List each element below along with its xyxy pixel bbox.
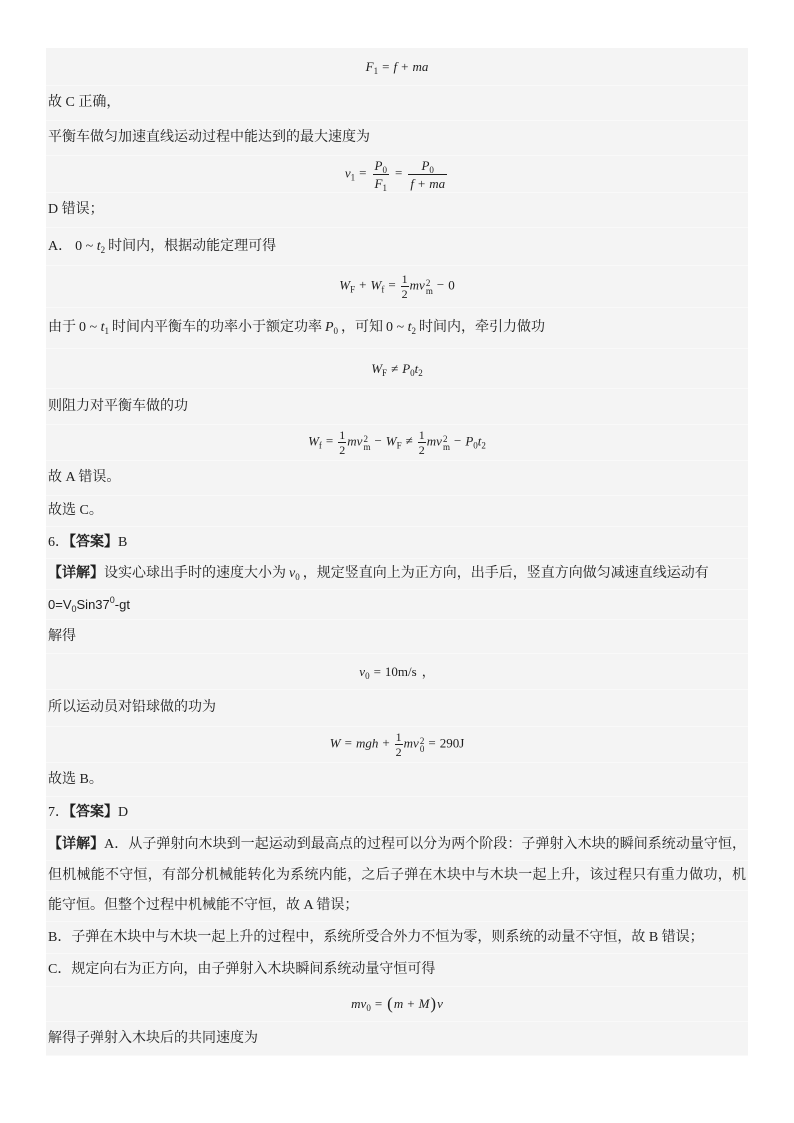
fraction-denominator — [408, 175, 447, 191]
equation-part: -gt — [114, 596, 130, 612]
text-line — [48, 237, 276, 257]
fraction-numerator — [373, 158, 389, 175]
formula-initial-speed — [359, 664, 434, 680]
math-symbol: t — [407, 320, 412, 335]
math-operator: + — [401, 58, 409, 74]
math-operator: = — [373, 663, 381, 679]
math-symbol: P — [324, 320, 334, 335]
inline-math — [79, 320, 109, 335]
math-subscript: f — [381, 284, 385, 295]
math-range: 0 ~ — [79, 320, 101, 335]
fraction-numerator: 1 — [401, 272, 408, 286]
row-a-wrong — [46, 461, 748, 496]
math-subscript: F — [382, 367, 388, 378]
answer-label: 【答案】 — [69, 534, 118, 550]
math-operator: ≠ — [391, 360, 399, 376]
math-symbol: v — [289, 566, 296, 581]
math-value: 290J — [439, 735, 465, 751]
body-text: 设实心球出手时的速度大小为 — [104, 566, 286, 581]
math-symbol: t — [100, 320, 105, 335]
body-text: 但机械能不守恒，有部分机械能转化为系统内能，之后子弹在木块中与木块一起上升，该过程只有重力做功，机 — [48, 867, 746, 883]
math-operator: = — [388, 277, 396, 293]
math-fraction — [395, 731, 403, 758]
math-subscript: m — [363, 442, 371, 453]
row-power-note — [46, 308, 748, 349]
math-symbol: mv — [347, 433, 363, 449]
body-text: ，可知 — [341, 320, 384, 335]
row-q6-work-intro — [46, 690, 748, 727]
math-fraction — [401, 273, 409, 300]
row-formula-momentum — [46, 987, 748, 1022]
math-fraction — [338, 429, 346, 456]
math-symbol: P — [402, 360, 411, 376]
math-subscript: 1 — [350, 171, 356, 182]
math-symbol: f + ma — [410, 175, 446, 191]
math-subscript: 1 — [382, 182, 387, 193]
inline-math — [289, 566, 300, 581]
math-subscript: 2 — [411, 326, 416, 336]
math-fraction — [373, 158, 389, 191]
body-text: D 错误； — [48, 202, 104, 217]
math-subscript: 0 — [382, 164, 387, 175]
body-text: C．规定向右为正方向，由子弹射入木块瞬间系统动量守恒可得 — [48, 962, 436, 977]
math-operator: + — [407, 996, 415, 1011]
math-symbol: f — [393, 58, 398, 74]
math-superscript: 2 — [442, 434, 448, 445]
body-text: 所以运动员对铅球做的功为 — [48, 700, 216, 715]
math-symbol: W — [329, 735, 341, 751]
math-operator: = — [344, 735, 352, 751]
math-symbol: F — [374, 175, 383, 191]
equation-part: 0=V — [48, 596, 72, 612]
row-q7-detail-1 — [46, 830, 748, 861]
text-line — [48, 803, 128, 823]
math-subscript: F — [350, 284, 356, 295]
math-paren: ( — [387, 994, 393, 1013]
math-subscript: 2 — [481, 440, 486, 451]
answer-value: B — [118, 534, 128, 550]
math-subscript: 0 — [365, 670, 370, 681]
math-number: 0 — [448, 277, 455, 293]
math-subscript: F — [396, 440, 402, 451]
body-text: 故 C 正确， — [48, 95, 121, 110]
math-value: 10m/s — [384, 663, 417, 679]
math-operator: ≠ — [405, 433, 413, 449]
formula-athlete-work — [330, 731, 465, 758]
math-fraction — [418, 429, 426, 456]
row-q6-detail — [46, 559, 748, 590]
row-formula-traction-force — [46, 48, 748, 86]
math-symbol: mgh — [355, 735, 379, 751]
math-superscript: 2 — [425, 278, 431, 289]
math-supsub — [426, 279, 433, 295]
answer-label: 【答案】 — [69, 805, 118, 820]
math-symbol: v — [437, 996, 443, 1011]
math-symbol: t — [477, 433, 482, 449]
row-formula-athlete-work — [46, 727, 748, 763]
detail-label: 【详解】 — [48, 566, 104, 581]
math-subscript: 0 — [333, 326, 339, 336]
math-symbol: mv — [351, 996, 367, 1011]
math-subscript: 0 — [366, 1003, 371, 1013]
math-symbol: W — [385, 433, 397, 449]
fraction-numerator: 1 — [418, 428, 425, 442]
row-formula-initial-speed — [46, 654, 748, 690]
text-line — [48, 835, 746, 855]
math-superscript: 2 — [419, 736, 425, 747]
formula-momentum — [351, 996, 443, 1012]
question-number: 7． — [48, 805, 69, 820]
math-operator: + — [359, 277, 367, 293]
math-subscript: 0 — [71, 603, 77, 614]
math-paren: ) — [430, 994, 437, 1013]
fraction-denominator: 2 — [339, 443, 346, 457]
body-text: ，规定竖直向上为正方向，出手后，竖直方向做匀减速直线运动有 — [302, 566, 709, 581]
math-range: 0 ~ — [75, 238, 97, 254]
body-text: 能守恒。但整个过程中机械能不守恒，故 A 错误； — [48, 898, 359, 913]
row-formula-resistance-work — [46, 425, 748, 461]
math-symbol: P — [465, 433, 474, 449]
row-formula-energy-theorem — [46, 266, 748, 308]
math-subscript: 2 — [100, 244, 106, 255]
math-symbol: W — [308, 433, 319, 449]
body-text: 由于 — [48, 320, 76, 335]
math-subscript: 0 — [419, 744, 425, 755]
math-symbol: v — [344, 164, 351, 180]
row-q7-common-speed-intro — [46, 1022, 748, 1056]
row-formula-max-speed — [46, 156, 748, 193]
formula-traction-force — [366, 59, 429, 75]
math-symbol: t — [96, 238, 101, 254]
inline-math — [75, 239, 105, 254]
text-line — [48, 318, 545, 338]
math-symbol: W — [339, 277, 351, 293]
math-symbol: mv — [403, 735, 419, 751]
math-operator: + — [382, 735, 390, 751]
option-label: A． — [48, 238, 73, 254]
math-subscript: 0 — [410, 367, 415, 378]
math-operator: − — [453, 433, 462, 449]
math-symbol: mv — [426, 433, 442, 449]
math-superscript: 0 — [109, 594, 115, 605]
plain-equation — [48, 595, 130, 615]
row-c-correct — [46, 86, 748, 121]
body-text: 时间内平衡车的功率小于额定功率 — [111, 320, 322, 335]
math-subscript: 1 — [373, 65, 379, 76]
math-subscript: 0 — [429, 164, 434, 175]
row-q7-detail-2 — [46, 861, 748, 891]
math-subscript: 0 — [473, 440, 478, 451]
punctuation: ， — [421, 663, 435, 679]
fraction-denominator — [373, 175, 389, 191]
row-q6-answer — [46, 527, 748, 559]
body-text: 解得 — [48, 628, 76, 644]
math-operator: = — [382, 58, 390, 74]
math-operator: = — [394, 164, 403, 180]
math-symbol: P — [421, 157, 430, 173]
fraction-denominator: 2 — [418, 443, 425, 457]
math-symbol: mv — [409, 277, 425, 293]
row-choose-b — [46, 763, 748, 797]
formula-resistance-work — [308, 429, 486, 456]
math-symbol: W — [371, 360, 383, 376]
question-number: 6． — [48, 534, 69, 550]
fraction-denominator: 2 — [395, 745, 402, 759]
math-operator: − — [374, 433, 382, 449]
body-text: 时间内，牵引力做功 — [419, 320, 545, 335]
row-a-intro — [46, 228, 748, 266]
math-superscript: 2 — [363, 434, 368, 445]
body-text: 解得子弹射入木块后的共同速度为 — [48, 1030, 258, 1046]
row-q6-solve — [46, 620, 748, 654]
math-symbol: t — [414, 360, 419, 376]
row-q7-detail-3 — [46, 891, 748, 922]
row-choose-c — [46, 496, 748, 527]
body-text: B．子弹在木块中与木块一起上升的过程中，系统所受合外力不恒为零，则系统的动量不守恒，故 B 错误； — [48, 929, 704, 945]
body-text: 时间内，根据动能定理可得 — [108, 238, 277, 254]
math-operator: = — [428, 735, 436, 751]
math-subscript: m — [442, 442, 450, 453]
math-symbol: ma — [412, 58, 429, 74]
body-text: A．从子弹射向木块到一起运动到最高点的过程可以分为两个阶段：子弹射入木块的瞬间系统动量守恒， — [104, 837, 746, 852]
body-text: 则阻力对平衡车做的功 — [48, 398, 188, 414]
row-resistance-work-intro — [46, 389, 748, 425]
math-supsub — [420, 737, 425, 753]
fraction-denominator: 2 — [401, 287, 408, 301]
body-text: 平衡车做匀加速直线运动过程中能达到的最大速度为 — [48, 130, 370, 145]
math-subscript: 1 — [104, 326, 109, 336]
equation-part: Sin37 — [76, 596, 110, 612]
text-line — [48, 564, 709, 584]
math-operator: = — [325, 433, 334, 449]
row-d-wrong — [46, 193, 748, 228]
inline-math — [325, 320, 338, 335]
row-q7-answer — [46, 797, 748, 830]
formula-energy-theorem — [339, 273, 454, 300]
math-operator: = — [359, 164, 367, 180]
row-formula-traction-work — [46, 349, 748, 389]
text-line — [48, 533, 127, 553]
math-symbol: P — [374, 157, 383, 173]
math-subscript: m — [425, 286, 433, 297]
fraction-numerator: 1 — [395, 730, 402, 744]
math-subscript: 0 — [295, 572, 300, 582]
formula-max-speed — [345, 158, 449, 191]
solution-panel — [46, 48, 748, 1056]
math-symbol: m — [393, 996, 404, 1011]
math-symbol: M — [418, 996, 430, 1011]
math-subscript: f — [318, 440, 322, 451]
row-q7-option-c — [46, 954, 748, 987]
math-supsub — [443, 435, 450, 451]
math-range: 0 ~ — [386, 320, 408, 335]
row-q6-equation — [46, 590, 748, 620]
row-max-speed-intro — [46, 121, 748, 156]
math-symbol: v — [359, 663, 366, 679]
math-symbol: F — [365, 58, 374, 74]
body-text: 故选 C。 — [48, 503, 103, 518]
math-supsub — [363, 435, 370, 451]
math-fraction — [408, 158, 447, 191]
fraction-numerator — [408, 158, 447, 175]
inline-math — [386, 320, 416, 335]
math-subscript: 2 — [418, 367, 423, 378]
answer-value: D — [118, 805, 129, 820]
detail-label: 【详解】 — [48, 837, 105, 852]
row-q7-option-b — [46, 922, 748, 954]
body-text: 故 A 错误。 — [48, 470, 121, 485]
formula-traction-work — [371, 361, 423, 377]
math-symbol: W — [370, 277, 382, 293]
math-operator: − — [436, 277, 445, 293]
math-operator: = — [374, 996, 383, 1011]
fraction-numerator: 1 — [339, 428, 346, 442]
body-text: 故选 B。 — [48, 771, 103, 787]
